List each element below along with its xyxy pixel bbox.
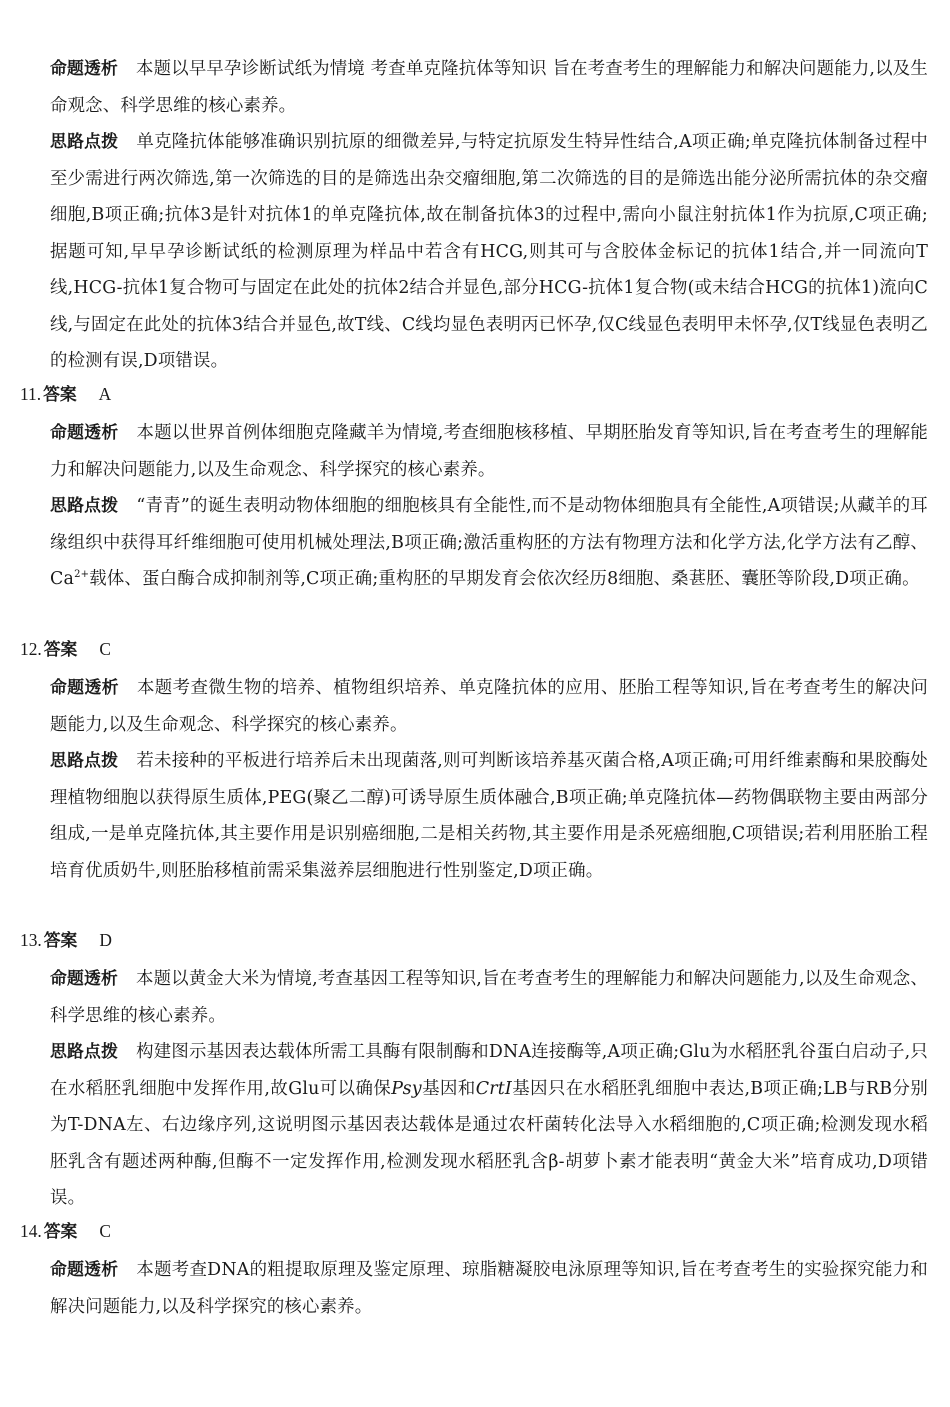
- q11-hint-text-a: “青青”的诞生表明动物体细胞的细胞核具有全能性,而不是动物体细胞具有全能性,A项错误;从藏羊的耳缘组织中获得耳纤维细胞可使用机械处理法,B项正确;激活重构胚的方法有物理方法和化学方法,化学方法有乙醇、Ca: [50, 496, 928, 589]
- q10-analysis-text: 本题以早早孕诊断试纸为情境 考查单克隆抗体等知识 旨在考查考生的理解能力和解决问题能力,以及生命观念、科学思维的核心素养。: [50, 59, 928, 116]
- q13-gene-crti: CrtI: [475, 1078, 512, 1099]
- q12-number: 12.: [20, 639, 42, 659]
- hint-label: 思路点拨: [50, 750, 119, 770]
- analysis-label: 命题透析: [50, 422, 119, 442]
- q11-number: 11.: [20, 384, 42, 404]
- hint-label: 思路点拨: [50, 495, 119, 515]
- answer-label: 答案: [43, 930, 78, 950]
- q11-answer: A: [98, 384, 112, 404]
- q12-hint-text: 若未接种的平板进行培养后未出现菌落,则可判断该培养基灭菌合格,A项正确;可用纤维素酶和果胶酶处理植物细胞以获得原生质体,PEG(聚乙二醇)可诱导原生质体融合,B项正确;单克隆抗体—药物偶联物主要由两部分组成,一是单克隆抗体,其主要作用是识别癌细胞,二是相关药物,其主要作用是杀死癌细胞,C项错误;若利用胚胎工程培育优质奶牛,则胚胎移植前需采集滋养层细胞进行性别鉴定,D项正确。: [50, 751, 928, 881]
- q12-header: [20, 631, 111, 669]
- q13-analysis-text: 本题以黄金大米为情境,考查基因工程等知识,旨在考查考生的理解能力和解决问题能力,以及生命观念、科学思维的核心素养。: [50, 969, 928, 1026]
- q12-analysis-text: 本题考查微生物的培养、植物组织培养、单克隆抗体的应用、胚胎工程等知识,旨在考查考生的解决问题能力,以及生命观念、科学探究的核心素养。: [50, 678, 928, 735]
- answer-label: 答案: [43, 384, 77, 404]
- q12-hint: [50, 742, 928, 889]
- q10-hint-text: 单克隆抗体能够准确识别抗原的细微差异,与特定抗原发生特异性结合,A项正确;单克隆抗体制备过程中至少需进行两次筛选,第一次筛选的目的是筛选出杂交瘤细胞,第二次筛选的目的是筛选出能分泌所需抗体的杂交瘤细胞,B项正确;抗体3是针对抗体1的单克隆抗体,故在制备抗体3的过程中,需向小鼠注射抗体1作为抗原,C项正确;据题可知,早早孕诊断试纸的检测原理为样品中若含有HCG,则其可与含胶体金标记的抗体1结合,并一同流向T线,HCG-抗体1复合物可与固定在此处的抗体2结合并显色,部分HCG-抗体1复合物(或未结合HCG的抗体1)流向C线,与固定在此处的抗体3结合并显色,故T线、C线均显色表明丙已怀孕,仅C线显色表明甲未怀孕,仅T线显色表明乙的检测有误,D项错误。: [50, 132, 928, 371]
- answer-label: 答案: [43, 1221, 78, 1241]
- q13-analysis: [50, 960, 928, 1034]
- q11-analysis-text: 本题以世界首例体细胞克隆藏羊为情境,考查细胞核移植、早期胚胎发育等知识,旨在考查考生的理解能力和解决问题能力,以及生命观念、科学探究的核心素养。: [50, 423, 928, 480]
- q14-analysis: [50, 1251, 928, 1325]
- q12-answer: C: [99, 639, 111, 659]
- analysis-label: 命题透析: [50, 968, 118, 988]
- q13-hint-text-a: 构建图示基因表达载体所需工具酶有限制酶和DNA连接酶等,A项正确;Glu为水稻胚乳谷蛋白启动子,只在水稻胚乳细胞中发挥作用,故Glu可以确保: [50, 1042, 928, 1099]
- q13-gene-psy: Psy: [391, 1078, 422, 1099]
- q13-hint-text-c: 基因只在水稻胚乳细胞中表达,B项正确;LB与RB分别为T-DNA左、右边缘序列,这说明图示基因表达载体是通过农杆菌转化法导入水稻细胞的,C项正确;检测发现水稻胚乳含有题述两种酶,但酶不一定发挥作用,检测发现水稻胚乳含β-胡萝卜素才能表明“黄金大米”培育成功,D项错误。: [50, 1078, 928, 1208]
- q14-number: 14.: [20, 1221, 42, 1241]
- q13-answer: D: [99, 930, 112, 950]
- hint-label: 思路点拨: [50, 1041, 119, 1061]
- answer-label: 答案: [43, 639, 78, 659]
- q13-hint-text-b: 基因和: [421, 1078, 476, 1099]
- q13-header: [20, 922, 112, 960]
- q10-analysis: [50, 50, 928, 124]
- analysis-label: 命题透析: [50, 677, 119, 697]
- q13-number: 13.: [20, 930, 42, 950]
- q13-hint: [50, 1033, 928, 1217]
- hint-label: 思路点拨: [50, 131, 119, 151]
- q12-analysis: [50, 669, 928, 743]
- q11-header: [20, 376, 111, 414]
- analysis-label: 命题透析: [50, 1259, 119, 1279]
- q14-analysis-text: 本题考查DNA的粗提取原理及鉴定原理、琼脂糖凝胶电泳原理等知识,旨在考查考生的实验探究能力和解决问题能力,以及科学探究的核心素养。: [50, 1260, 928, 1317]
- q11-hint-text-b: 载体、蛋白酶合成抑制剂等,C项正确;重构胚的早期发育会依次经历8细胞、桑葚胚、囊胚等阶段,D项正确。: [89, 569, 920, 589]
- q14-answer: C: [99, 1221, 111, 1241]
- q11-hint: [50, 487, 928, 598]
- q14-header: [20, 1213, 111, 1251]
- analysis-label: 命题透析: [50, 58, 118, 78]
- q10-hint: [50, 123, 928, 380]
- q11-hint-sup: 2+: [74, 569, 90, 581]
- q11-analysis: [50, 414, 928, 488]
